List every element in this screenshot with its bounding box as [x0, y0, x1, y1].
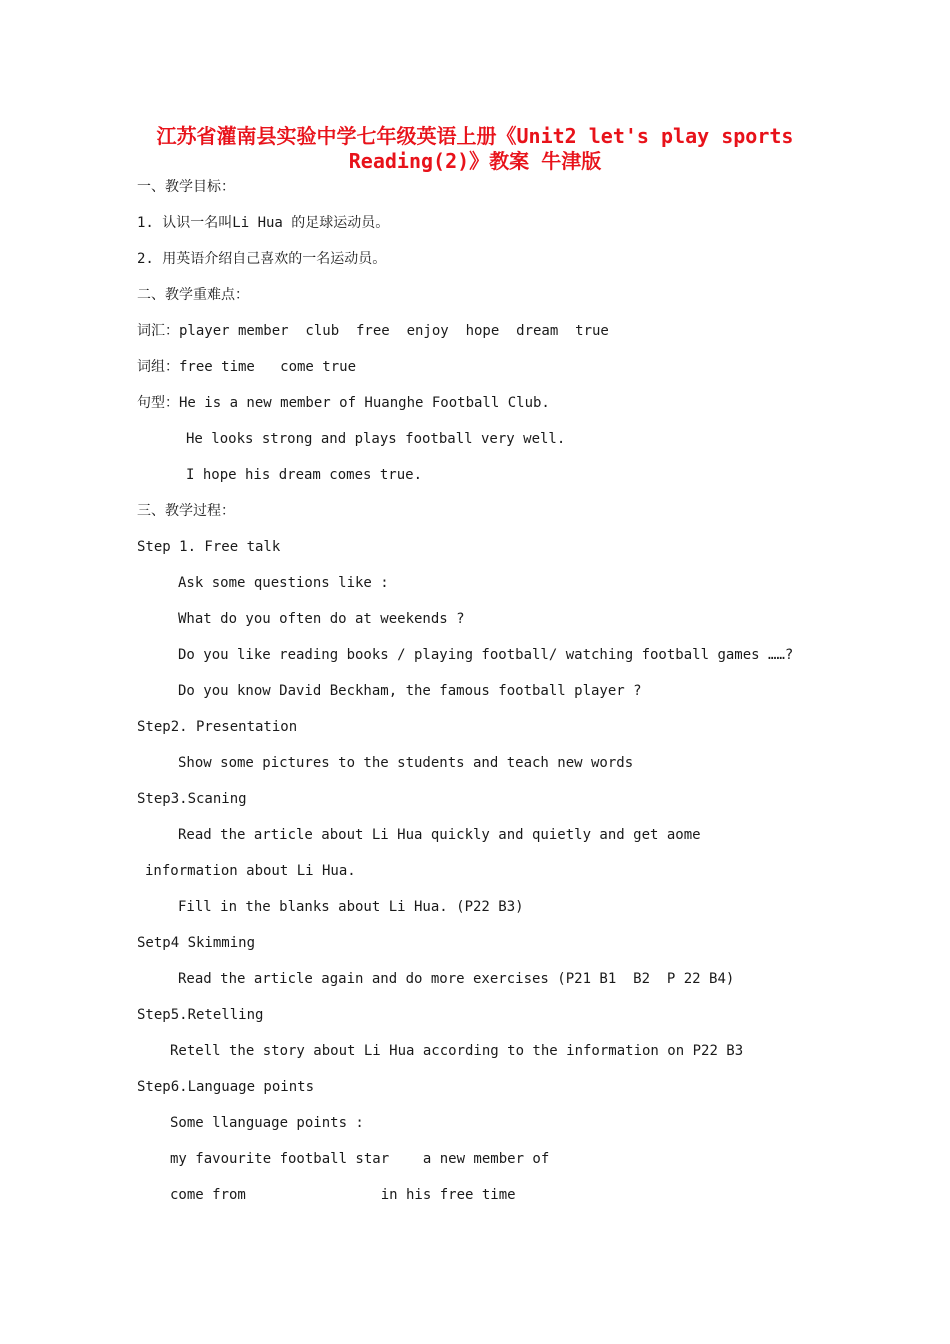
sentence-pattern-3: I hope his dream comes true.: [186, 467, 423, 483]
step-1-line-2: What do you often do at weekends ?: [178, 611, 465, 627]
phrases-line: 词组：free time come true: [137, 359, 357, 375]
step-5-heading: Step5.Retelling: [137, 1007, 264, 1023]
step-3-heading: Step3.Scaning: [137, 791, 247, 807]
section-heading-key-points: 二、教学重难点：: [137, 287, 249, 303]
document-title-line-1: 江苏省灌南县实验中学七年级英语上册《Unit2 let's play sports: [156, 124, 794, 148]
step-1-line-1: Ask some questions like :: [178, 575, 389, 591]
objective-1: 1. 认识一名叫Li Hua 的足球运动员。: [137, 215, 390, 231]
step-4-line-1: Read the article again and do more exercises (P21 B1 B2 P 22 B4): [178, 971, 735, 987]
step-3-line-3: Fill in the blanks about Li Hua. (P22 B3): [178, 899, 524, 915]
step-6-line-3: come from in his free time: [170, 1187, 516, 1203]
document-title-line-2: Reading(2)》教案 牛津版: [348, 149, 602, 173]
step-6-line-1: Some llanguage points :: [170, 1115, 364, 1131]
step-6-line-2: my favourite football star a new member of: [170, 1151, 550, 1167]
step-6-heading: Step6.Language points: [137, 1079, 315, 1095]
step-4-heading: Setp4 Skimming: [137, 935, 256, 951]
step-1-line-3: Do you like reading books / playing football/ watching football games ……?: [178, 647, 794, 663]
section-heading-process: 三、教学过程：: [137, 503, 235, 519]
objective-2: 2. 用英语介绍自己喜欢的一名运动员。: [137, 251, 387, 267]
step-3-line-1: Read the article about Li Hua quickly and quietly and get aome: [178, 827, 701, 843]
section-heading-objectives: 一、教学目标：: [137, 179, 235, 195]
vocabulary-line: 词汇：player member club free enjoy hope dream true: [137, 323, 609, 339]
step-2-heading: Step2. Presentation: [137, 719, 298, 735]
step-1-heading: Step 1. Free talk: [137, 539, 281, 555]
step-1-line-4: Do you know David Beckham, the famous football player ?: [178, 683, 642, 699]
step-3-line-2: information about Li Hua.: [145, 863, 356, 879]
sentence-pattern-2: He looks strong and plays football very well.: [186, 431, 566, 447]
sentence-patterns-line: 句型：He is a new member of Huanghe Football Club.: [137, 395, 550, 411]
step-5-line-1: Retell the story about Li Hua according to the information on P22 B3: [170, 1043, 744, 1059]
step-2-line-1: Show some pictures to the students and teach new words: [178, 755, 634, 771]
